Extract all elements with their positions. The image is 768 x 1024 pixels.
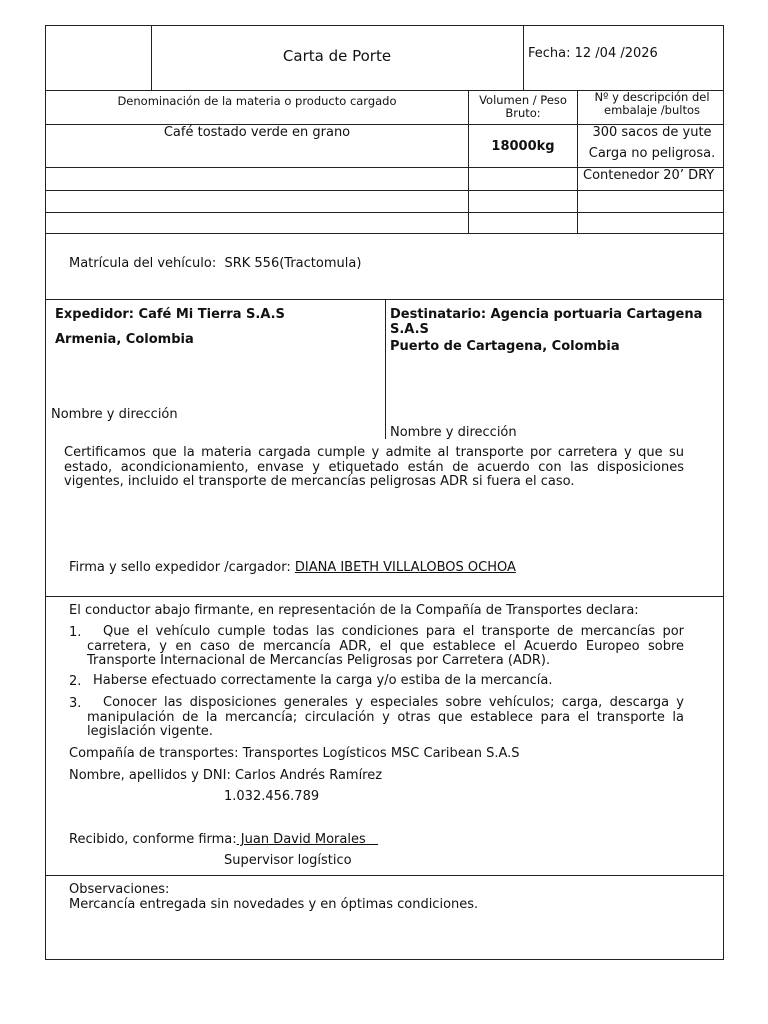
product-name: Café tostado verde en grano	[163, 125, 351, 140]
vehicle-plate	[69, 256, 361, 271]
vehicle-plate-label: Matrícula del vehículo:	[69, 256, 217, 271]
divider	[523, 26, 524, 90]
shipper-signature	[69, 560, 516, 575]
observations-text: Mercancía entregada sin novedades y en óptimas condiciones.	[69, 897, 479, 912]
date-field: Fecha: 12 /04 /2026	[528, 46, 658, 61]
sender-caption: Nombre y dirección	[51, 407, 178, 422]
column-header-packaging: Nº y descripción del embalaje /bultos	[594, 90, 710, 117]
packaging-line: Contenedor 20’ DRY	[583, 168, 715, 183]
carta-de-porte-form	[45, 25, 724, 960]
divider	[46, 233, 723, 234]
divider	[46, 190, 723, 191]
driver-dni: 1.032.456.789	[224, 789, 320, 804]
document-title: Carta de Porte	[282, 47, 392, 65]
certification-text: Certificamos que la materia cargada cumple y admite al transporte por carretera y que su estado, acondicionamiento, envase y etiquetado están de acuerdo con las disposiciones vigentes, incluido el transporte de mercancías peligrosas ADR si fuera el caso.	[64, 445, 684, 489]
recipient-name: Destinatario: Agencia portuaria Cartagena	[390, 307, 703, 322]
driver-intro: El conductor abajo firmante, en representación de la Compañía de Transportes declara:	[69, 603, 639, 618]
column-header-volume: Volumen / Peso Bruto:	[479, 93, 567, 120]
recipient-name-line2: S.A.S	[390, 322, 429, 337]
divider	[46, 212, 723, 213]
gross-weight: 18000kg	[491, 139, 555, 154]
item-number: 2.	[69, 674, 82, 689]
divider	[46, 875, 723, 876]
received-signature	[69, 832, 378, 847]
divider	[385, 299, 386, 439]
shipper-signature-name: DIANA IBETH VILLALOBOS OCHOA	[294, 560, 516, 575]
recipient-caption: Nombre y dirección	[390, 425, 517, 440]
shipper-signature-label: Firma y sello expedidor /cargador:	[69, 560, 291, 575]
received-label: Recibido, conforme firma:	[69, 832, 237, 847]
observations-label: Observaciones:	[69, 882, 170, 897]
sender-name: Expedidor: Café Mi Tierra S.A.S	[55, 307, 285, 322]
driver-name: Nombre, apellidos y DNI: Carlos Andrés Ramírez	[69, 768, 383, 783]
vehicle-plate-value: SRK 556(Tractomula)	[224, 256, 362, 271]
declaration-item: Conocer las disposiciones generales y especiales sobre vehículos; carga, descarga y manipulación de la mercancía; circulación y otras que establece para el transporte la legislación vigente.	[87, 695, 684, 739]
declaration-item: Que el vehículo cumple todas las condiciones para el transporte de mercancías por carretera, y en caso de mercancía ADR, el que establece el Acuerdo Europeo sobre Transporte Internacional de Mercancías Peligrosas por Carretera (ADR).	[87, 624, 684, 668]
received-role: Supervisor logístico	[224, 853, 352, 868]
declaration-item: Haberse efectuado correctamente la carga y/o estiba de la mercancía.	[93, 673, 553, 688]
item-number: 1.	[69, 625, 82, 640]
received-name: Juan David Morales	[236, 832, 379, 847]
divider	[46, 596, 723, 597]
transport-company: Compañía de transportes: Transportes Logísticos MSC Caribean S.A.S	[69, 746, 520, 761]
column-header-product: Denominación de la materia o producto cargado	[117, 94, 397, 108]
packaging-line: Carga no peligrosa.	[588, 146, 716, 161]
recipient-address: Puerto de Cartagena, Colombia	[390, 339, 620, 354]
item-number: 3.	[69, 696, 82, 711]
packaging-line: 300 sacos de yute	[592, 125, 712, 140]
sender-city: Armenia, Colombia	[55, 332, 194, 347]
